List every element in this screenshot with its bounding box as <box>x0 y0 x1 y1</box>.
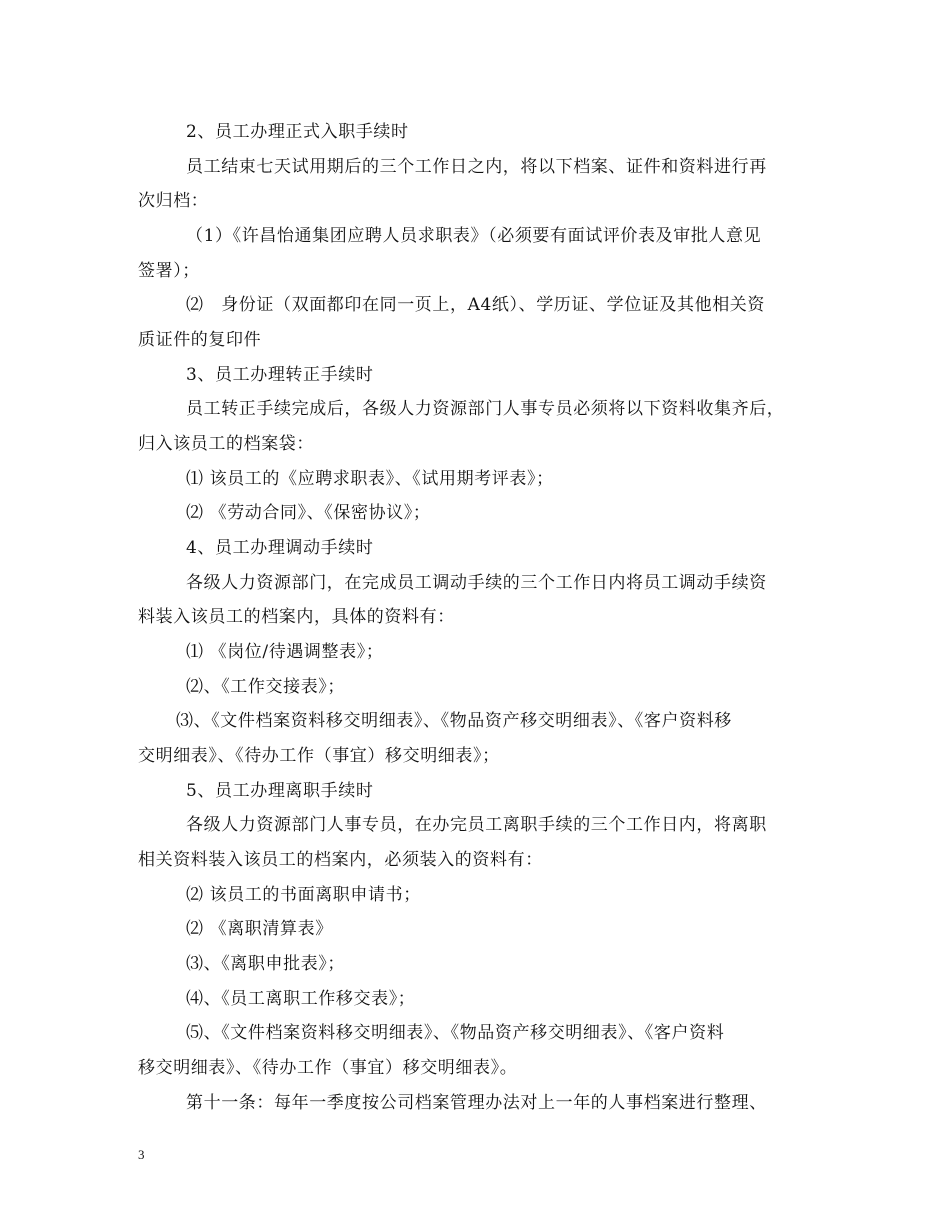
page-number: 3 <box>138 1147 145 1162</box>
paragraph-line: 员工转正手续完成后，各级人力资源部门人事专员必须将以下资料收集齐后， <box>186 399 785 419</box>
paragraph-line: 相关资料装入该员工的档案内，必须装入的资料有： <box>138 850 543 870</box>
section-heading-formal-onboarding: 2、员工办理正式入职手续时 <box>186 122 409 142</box>
list-item-continuation: 质证件的复印件 <box>138 330 262 350</box>
paragraph-line: 次归档： <box>138 191 209 211</box>
list-item: ⑴ 《岗位/待遇调整表》； <box>186 642 384 662</box>
list-item: ⑵ 《劳动合同》、《保密协议》； <box>186 503 431 523</box>
paragraph-line: 各级人力资源部门，在完成员工调动手续的三个工作日内将员工调动手续资 <box>186 573 767 593</box>
list-item: ⑶、《离职申批表》； <box>186 954 345 974</box>
list-item: ⑸、《文件档案资料移交明细表》、《物品资产移交明细表》、《客户资料 <box>186 1023 725 1043</box>
paragraph-line-article-11: 第十一条：每年一季度按公司档案管理办法对上一年的人事档案进行整理、 <box>186 1093 767 1113</box>
section-heading-transfer: 4、员工办理调动手续时 <box>186 538 374 558</box>
list-item: ⑵ 《离职清算表》 <box>186 919 333 939</box>
list-item-continuation: 签署）； <box>138 261 200 281</box>
paragraph-line: 料装入该员工的档案内，具体的资料有： <box>138 607 455 627</box>
list-item: ⑵ 身份证（双面都印在同一页上，A4纸）、学历证、学位证及其他相关资 <box>186 295 765 315</box>
list-item: ⑷、《员工离职工作移交表》； <box>186 989 416 1009</box>
list-item: （1）《许昌怡通集团应聘人员求职表》（必须要有面试评价表及审批人意见 <box>186 226 762 246</box>
list-item: ⑵ 该员工的书面离职申请书； <box>186 885 421 905</box>
paragraph-line: 员工结束七天试用期后的三个工作日之内，将以下档案、证件和资料进行再 <box>186 157 767 177</box>
section-heading-resignation: 5、员工办理离职手续时 <box>186 781 374 801</box>
paragraph-line: 归入该员工的档案袋： <box>138 434 314 454</box>
section-heading-regularization: 3、员工办理转正手续时 <box>186 365 374 385</box>
list-item-continuation: 交明细表》、《待办工作（事宜）移交明细表》； <box>138 746 500 766</box>
list-item: ⑴ 该员工的《应聘求职表》、《试用期考评表》； <box>186 469 554 489</box>
list-item-continuation: 移交明细表》、《待办工作（事宜）移交明细表》。 <box>138 1058 518 1078</box>
list-item: ⑵、《工作交接表》； <box>186 677 345 697</box>
paragraph-line: 各级人力资源部门人事专员，在办完员工离职手续的三个工作日内，将离职 <box>186 815 767 835</box>
list-item: ⑶、《文件档案资料移交明细表》、《物品资产移交明细表》、《客户资料移 <box>176 711 732 731</box>
